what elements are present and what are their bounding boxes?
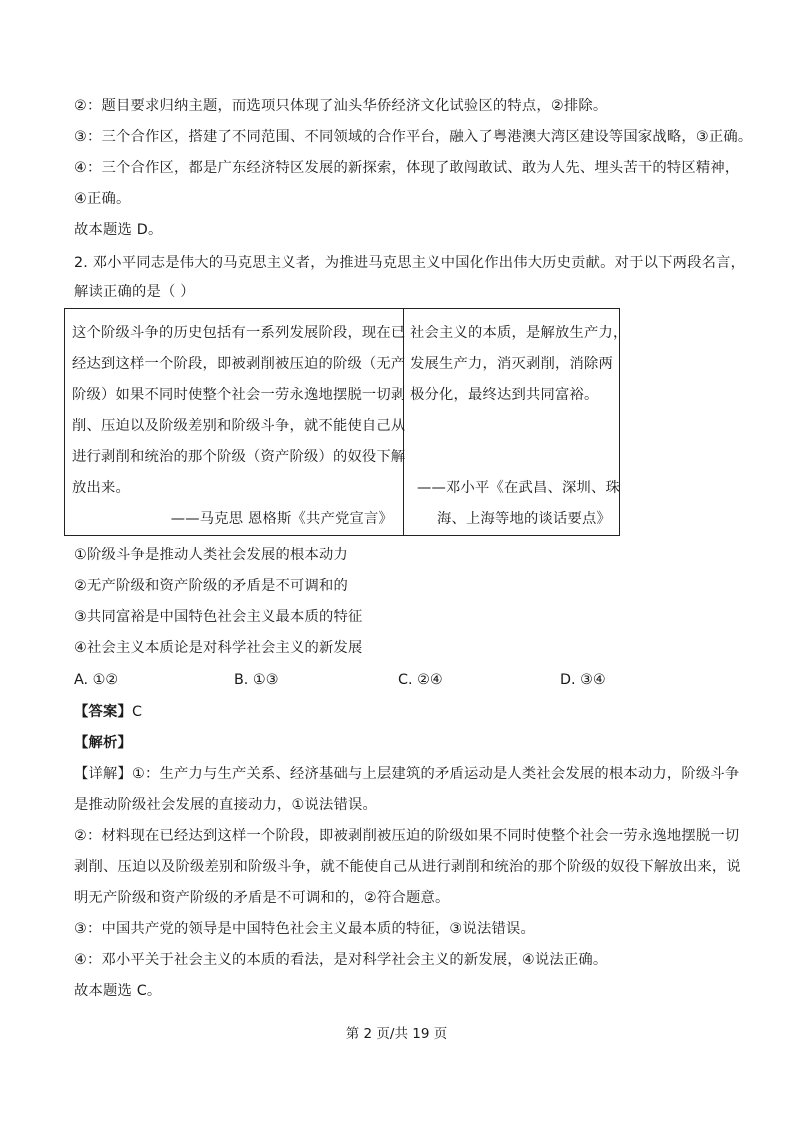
question-stem-line-1: 2. 邓小平同志是伟大的马克思主义者，为推进马克思主义中国化作出伟大历史贡献。对于以下两段名言， — [74, 255, 746, 271]
statement-4: ④社会主义本质论是对科学社会主义的新发展 — [74, 640, 363, 656]
statement-2: ②无产阶级和资产阶级的矛盾是不可调和的 — [74, 578, 348, 594]
quote-right-line: 发展生产力，消灭剥削，消除两 — [410, 356, 613, 372]
quote-left-line: 进行剥削和统治的那个阶级（资产阶级）的奴役下解 — [72, 449, 406, 465]
quote-left-line: 削、压迫以及阶级差别和阶级斗争，就不能使自己从 — [72, 418, 406, 434]
quote-right-line: 极分化，最终达到共同富裕。 — [410, 387, 599, 403]
quote-left-source: ——马克思 恩格斯《共产党宣言》 — [170, 511, 393, 527]
analysis-line-1 — [74, 764, 739, 784]
statement-3: ③共同富裕是中国特色社会主义最本质的特征 — [74, 609, 363, 625]
analysis-line-5: 明无产阶级和资产阶级的矛盾是不可调和的，②符合题意。 — [74, 890, 450, 906]
quote-left-line: 经达到这样一个阶段，即被剥削被压迫的阶级（无产 — [72, 356, 406, 372]
quote-right-source-2: 海、上海等地的谈话要点》 — [437, 511, 611, 527]
prev-conclusion: 故本题选 D。 — [74, 222, 163, 238]
quote-table — [64, 308, 628, 536]
analysis-line-3: ②：材料现在已经达到这样一个阶段，即被剥削被压迫的阶级如果不同时使整个社会一劳永逸地摆脱一切 — [74, 828, 740, 844]
statement-1: ①阶级斗争是推动人类社会发展的根本动力 — [74, 547, 348, 563]
option-c: C. ②④ — [398, 672, 443, 688]
quote-left-line: 这个阶级斗争的历史包括有一系列发展阶段，现在已 — [72, 325, 406, 341]
page-footer: 第 2 页/共 19 页 — [345, 1026, 448, 1042]
analysis-text: ①：生产力与生产关系、经济基础与上层建筑的矛盾运动是人类社会发展的根本动力，阶级斗争 — [132, 766, 740, 782]
analysis-line-6: ③：中国共产党的领导是中国特色社会主义最本质的特征，③说法错误。 — [74, 921, 535, 937]
answer-row — [74, 702, 142, 722]
prev-analysis-line-4b: ④正确。 — [74, 191, 131, 207]
prev-analysis-line-3: ③：三个合作区，搭建了不同范围、不同领域的合作平台，融入了粤港澳大湾区建设等国家战略，③正确。 — [74, 129, 753, 145]
analysis-conclusion: 故本题选 C。 — [74, 983, 162, 999]
analysis-line-4: 剥削、压迫以及阶级差别和阶级斗争，就不能使自己从进行剥削和统治的那个阶级的奴役下解放出来，说 — [74, 859, 741, 875]
option-d: D. ③④ — [560, 672, 606, 688]
prev-analysis-line-4a: ④：三个合作区，都是广东经济特区发展的新探索，体现了敢闯敢试、敢为人先、埋头苦干的特区精神， — [74, 160, 740, 176]
quote-left-line: 放出来。 — [72, 480, 130, 496]
analysis-label: 【解析】 — [74, 735, 132, 751]
option-b: B. ①③ — [234, 672, 279, 688]
answer-value: C — [132, 704, 143, 720]
analysis-line-2: 是推动阶级社会发展的直接动力，①说法错误。 — [74, 797, 377, 813]
analysis-line-7: ④：邓小平关于社会主义的本质的看法，是对科学社会主义的新发展，④说法正确。 — [74, 952, 608, 968]
prev-analysis-line-2: ②：题目要求归纳主题，而选项只体现了汕头华侨经济文化试验区的特点，②排除。 — [74, 98, 608, 114]
answer-label: 【答案】 — [74, 704, 132, 720]
quote-left-line: 阶级）如果不同时使整个社会一劳永逸地摆脱一切剥 — [72, 387, 406, 403]
option-a: A. ①② — [74, 672, 119, 688]
detail-label: 【详解】 — [74, 766, 132, 782]
quote-right-line: 社会主义的本质，是解放生产力， — [410, 325, 628, 341]
question-stem-line-2: 解读正确的是（ ） — [74, 284, 195, 300]
quote-right-source-1: ——邓小平《在武昌、深圳、珠 — [417, 480, 620, 496]
